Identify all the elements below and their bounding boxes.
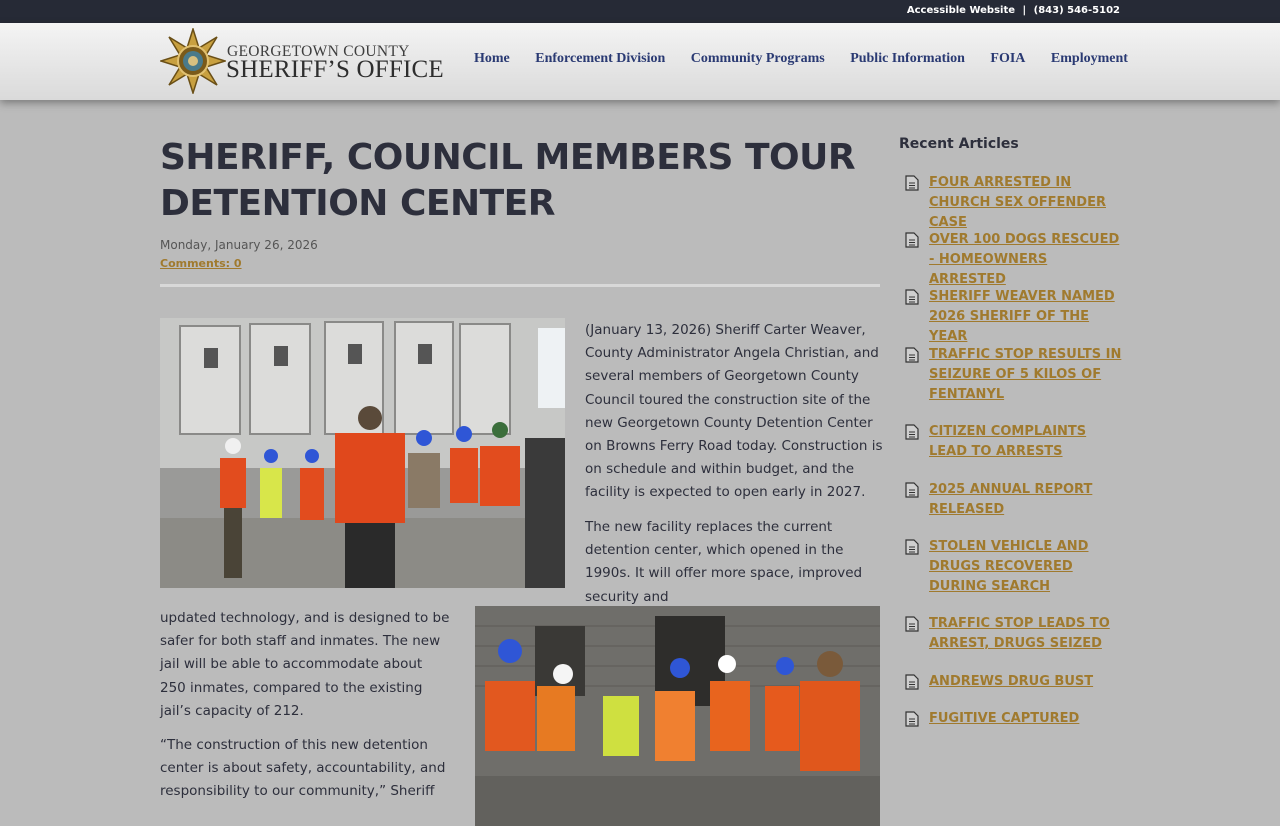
paragraph-text: The new facility replaces the current detention center, which opened in the 1990s. It will offer more space, improved security and: [585, 519, 863, 605]
paragraph-text: (January 13, 2026) Sheriff Carter Weaver, County Administrator Angela Christian, and several members of Georgetown County Council toured the construction site of the new Georgetown County Detention Center on Browns Ferry Road today. Construction is on schedule and within budget, and the facility is expected to open early in 2027.: [585, 322, 883, 501]
article-paragraph-2-continued: [160, 607, 450, 723]
recent-article-link[interactable]: TRAFFIC STOP LEADS TO ARREST, DRUGS SEIZED: [929, 616, 1110, 651]
nav-employment[interactable]: Employment: [1050, 51, 1128, 66]
document-icon: [905, 347, 919, 363]
tour-photo-interior-image: [475, 606, 880, 826]
tour-photo-cells: [160, 318, 565, 588]
document-icon: [905, 482, 919, 498]
document-icon: [905, 424, 919, 440]
list-item: [899, 672, 1125, 692]
list-item: [899, 230, 1125, 289]
nav-public-information[interactable]: Public Information: [850, 51, 965, 66]
list-item: [899, 709, 1125, 729]
recent-articles-heading: Recent Articles: [899, 136, 1019, 152]
article-paragraph-1: [585, 319, 883, 505]
paragraph-text: “The construction of this new detention center is about safety, accountability, and responsibility to our community,” Sheriff: [160, 737, 446, 800]
recent-article-link[interactable]: CITIZEN COMPLAINTS LEAD TO ARRESTS: [929, 424, 1087, 459]
document-icon: [905, 674, 919, 690]
utility-links: [907, 5, 1120, 16]
article-title: [160, 135, 880, 227]
nav-enforcement-division[interactable]: Enforcement Division: [535, 51, 666, 66]
site-header: [0, 23, 1280, 100]
site-logo[interactable]: [160, 28, 460, 96]
article: [160, 135, 883, 800]
main-nav: [474, 51, 1128, 67]
nav-foia[interactable]: FOIA: [990, 51, 1026, 66]
recent-article-link[interactable]: OVER 100 DOGS RESCUED - HOMEOWNERS ARRESTED: [929, 232, 1120, 287]
document-icon: [905, 539, 919, 555]
article-paragraph-3: [160, 734, 450, 804]
utility-bar: [0, 0, 1280, 23]
list-item: [899, 614, 1125, 654]
logo-text-county: GEORGETOWN COUNTY: [227, 43, 410, 60]
document-icon: [905, 711, 919, 727]
list-item: [899, 345, 1125, 404]
phone-link[interactable]: (843) 546-5102: [1033, 5, 1120, 16]
article-date: Monday, January 26, 2026: [160, 238, 318, 252]
recent-article-link[interactable]: FUGITIVE CAPTURED: [929, 711, 1080, 726]
recent-article-link[interactable]: TRAFFIC STOP RESULTS IN SEIZURE OF 5 KILOS OF FENTANYL: [929, 347, 1122, 402]
list-item: [899, 480, 1125, 520]
title-divider: [160, 284, 880, 287]
nav-home[interactable]: Home: [474, 51, 510, 66]
document-icon: [905, 616, 919, 632]
utility-separator: |: [1022, 5, 1027, 16]
article-title-line1: SHERIFF, COUNCIL MEMBERS TOUR: [160, 137, 856, 178]
document-icon: [905, 175, 919, 191]
tour-photo-cells-image: [160, 318, 565, 588]
accessible-website-link[interactable]: Accessible Website: [906, 5, 1016, 16]
recent-articles-sidebar: [899, 136, 1125, 726]
article-title-line2: DETENTION CENTER: [160, 183, 555, 224]
tour-photo-interior: [475, 606, 880, 826]
comments-link[interactable]: Comments: 0: [160, 257, 242, 270]
paragraph-text: updated technology, and is designed to be safer for both staff and inmates. The new jail will be able to accommodate about 250 inmates, compared to the existing jail’s capacity of 212.: [160, 610, 450, 719]
document-icon: [905, 232, 919, 248]
article-paragraph-2: [585, 516, 883, 609]
sheriff-star-badge-icon: [160, 28, 226, 94]
list-item: [899, 422, 1125, 462]
recent-article-link[interactable]: SHERIFF WEAVER NAMED 2026 SHERIFF OF THE YEAR: [929, 289, 1115, 344]
logo-text-office: SHERIFF’S OFFICE: [226, 56, 444, 83]
nav-community-programs[interactable]: Community Programs: [690, 51, 825, 66]
recent-article-link[interactable]: FOUR ARRESTED IN CHURCH SEX OFFENDER CASE: [929, 175, 1106, 230]
recent-article-link[interactable]: STOLEN VEHICLE AND DRUGS RECOVERED DURING SEARCH: [929, 539, 1089, 594]
list-item: [899, 173, 1125, 232]
list-item: [899, 287, 1125, 346]
document-icon: [905, 289, 919, 305]
recent-article-link[interactable]: 2025 ANNUAL REPORT RELEASED: [929, 482, 1093, 517]
list-item: [899, 537, 1125, 596]
recent-article-link[interactable]: ANDREWS DRUG BUST: [929, 674, 1094, 689]
